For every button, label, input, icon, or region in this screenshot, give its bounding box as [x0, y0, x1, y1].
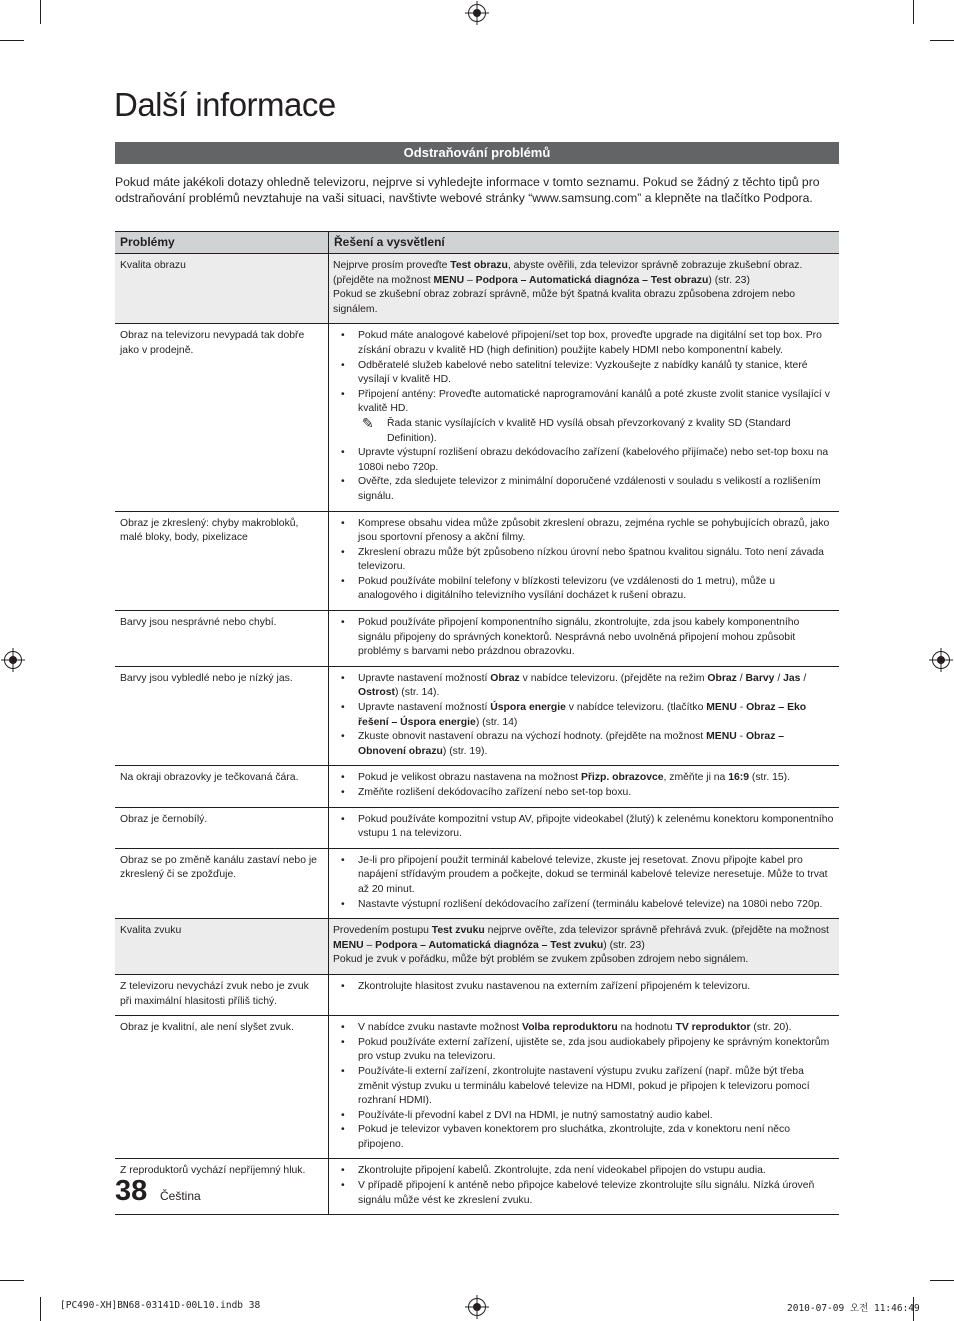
solution-cell: [329, 974, 840, 1015]
bold-text: MENU: [433, 274, 465, 286]
solution-list: [333, 854, 834, 912]
bold-text: Podpora – Automatická diagnóza – Test obrazu: [475, 274, 709, 286]
table-row: [115, 324, 839, 511]
text-run: Zkontrolujte hlasitost zvuku nastavenou na externím zařízení připojeném k televizoru.: [358, 980, 751, 992]
list-item: [333, 446, 834, 475]
text-run: Pokud používáte externí zařízení, ujistěte se, zda jsou audiokabely připojeny ke správným konektorům pro vstup zvuku na televizoru.: [358, 1036, 830, 1063]
list-item: [333, 1179, 834, 1208]
table-row: [115, 611, 839, 667]
bold-text: Obraz: [707, 672, 737, 684]
table-row: [115, 807, 839, 848]
table-row: [115, 919, 839, 975]
text-run: Pokud používáte připojení komponentního signálu, zkontrolujte, zda jsou kabely komponentního signálu připojeny do správných konektorů. Nesprávná nebo uvolněná připojení mohou způsobit problémy s barvami nebo prázdnou obrazovku.: [358, 617, 800, 658]
text-run: -: [736, 731, 746, 743]
solution-list: [333, 329, 834, 504]
text-run: Zkuste obnovit nastavení obrazu na výchozí hodnoty. (přejděte na možnost: [358, 731, 707, 743]
text-run: Je-li pro připojení použit terminál kabelové televize, zkuste jej resetovat. Znovu připojte kabel pro napájení střídavým proudem a počkejte, dokud se terminál kabelové televize neresetuje. Může to trvat až 20 minut.: [358, 854, 828, 895]
solution-list: [333, 1164, 834, 1208]
text-run: –: [363, 939, 376, 951]
text-run: (str. 20).: [750, 1022, 792, 1034]
table-body: [115, 254, 839, 1215]
text-run: Komprese obsahu videa může způsobit zkreslení obrazu, zejména rychle se pohybujících obrazů, jako jsou sportovní přenosy a akční filmy.: [358, 517, 830, 544]
text-run: Pokud používáte kompozitní vstup AV, připojte videokabel (žlutý) k zelenému konektoru komponentního vstupu 1 na televizoru.: [358, 813, 834, 840]
page-title: Další informace: [114, 86, 336, 123]
text-run: Upravte nastavení možností: [358, 702, 491, 714]
footer-date-info: 2010-07-09 오전 11:46:49: [787, 1303, 920, 1314]
table-row: [115, 974, 839, 1015]
text-run: ) (str. 19).: [442, 745, 488, 757]
problem-cell: Z reproduktorů vychází nepříjemný hluk.: [115, 1159, 329, 1215]
text-run: ) (str. 14): [475, 716, 518, 728]
bold-text: Test zvuku: [431, 925, 485, 937]
bold-text: MENU: [333, 939, 364, 951]
solution-cell: [329, 848, 840, 918]
problem-cell: Obraz je černobílý.: [115, 807, 329, 848]
text-run: Zkontrolujte připojení kabelů. Zkontrolujte, zda není videokabel připojen do vstupu audia.: [358, 1165, 766, 1177]
crop-mark: [0, 1280, 24, 1281]
text-run: ) (str. 14).: [394, 687, 440, 699]
table-row: [115, 766, 839, 807]
note-item: [333, 414, 834, 446]
text-run: Provedením postupu: [333, 925, 432, 937]
list-item: [333, 701, 834, 730]
text-run: ) (str. 23): [708, 274, 750, 286]
table-header-row: [115, 232, 839, 254]
list-item: [333, 546, 834, 575]
list-item: [333, 517, 834, 546]
list-item: [333, 329, 834, 358]
text-run: Nejprve prosím proveďte: [333, 260, 451, 271]
text-run: ) (str. 23): [603, 939, 645, 951]
bold-text: Obraz: [490, 672, 520, 684]
problem-cell: Obraz se po změně kanálu zastaví nebo je zkreslený či se zpožďuje.: [115, 848, 329, 918]
problem-cell: Kvalita obrazu: [115, 254, 329, 324]
list-item: [333, 1021, 834, 1036]
text-run: nejprve ověřte, zda televizor správně přehrává zvuk. (přejděte na možnost: [484, 925, 829, 937]
text-run: –: [464, 274, 476, 286]
page-number: 38: [115, 1175, 148, 1207]
list-item: [333, 813, 834, 842]
list-item: [333, 1123, 834, 1152]
text-run: Nastavte výstupní rozlišení dekódovacího zařízení (terminálu kabelové televize) na 1080i nebo 720p.: [358, 898, 823, 910]
bold-text: MENU: [706, 702, 737, 714]
text-run: /: [774, 672, 784, 684]
list-item: [333, 898, 834, 913]
crop-mark: [40, 0, 41, 24]
text-run: /: [736, 672, 746, 684]
solution-cell: [329, 324, 840, 511]
footer-file-info: [PC490-XH]BN68-03141D-00L10.indb 38: [60, 1300, 261, 1311]
solution-cell: [329, 919, 840, 975]
text-run: Pokud je velikost obrazu nastavena na možnost: [358, 772, 581, 784]
bold-text: Ostrost: [358, 687, 395, 699]
problem-cell: Kvalita zvuku: [115, 919, 329, 975]
text-run: /: [800, 672, 807, 684]
list-item: [333, 672, 834, 701]
bold-text: Obraz – Eko řešení – Úspora energie: [358, 702, 807, 728]
text-run: Změňte rozlišení dekódovacího zařízení nebo set-top boxu.: [358, 787, 632, 798]
crop-mark: [913, 0, 914, 24]
solution-cell: [329, 1016, 840, 1159]
text-run: Pokud je televizor vybaven konektorem pro sluchátka, zkontrolujte, zda v konektoru není něco připojeno.: [358, 1124, 791, 1150]
crop-mark: [0, 40, 24, 41]
note-text: Řada stanic vysílajících v kvalitě HD vysílá obsah převzorkovaný z kvality SD (Standard Definition).: [387, 417, 791, 444]
solution-list: [333, 813, 834, 842]
text-run: Používáte-li externí zařízení, zkontrolujte nastavení výstupu zvuku zařízení (např. může být třeba změnit výstup zvuku u terminálu kabelové televize na HDMI, pokud je připojen k televizoru pomocí rozhraní HDMI).: [358, 1065, 810, 1107]
table-row: [115, 848, 839, 918]
solution-paragraph: [333, 924, 834, 953]
solution-list: [333, 980, 834, 995]
solution-cell: [329, 511, 840, 611]
problem-cell: Barvy jsou nesprávné nebo chybí.: [115, 611, 329, 667]
text-run: v nabídce televizoru. (tlačítko: [565, 702, 707, 714]
text-run: , abyste ověřili, zda televizor správně zobrazuje zkušební obraz. (přejděte na možnost: [333, 260, 803, 286]
bold-text: 16:9: [728, 772, 750, 784]
solution-list: [333, 771, 834, 800]
solution-list: [333, 672, 834, 760]
text-run: -: [736, 702, 747, 714]
list-item: [333, 1109, 834, 1124]
note-pencil-icon: ✎: [362, 414, 374, 431]
bold-text: Jas: [783, 672, 801, 684]
problem-cell: Na okraji obrazovky je tečkovaná čára.: [115, 766, 329, 807]
text-run: Používáte-li převodní kabel z DVI na HDMI, je nutný samostatný audio kabel.: [358, 1109, 713, 1121]
solution-paragraph: [333, 288, 834, 317]
text-run: V nabídce zvuku nastavte možnost: [358, 1022, 523, 1034]
table-row: [115, 254, 839, 324]
bold-text: Barvy: [745, 672, 775, 684]
registration-mark-icon: [932, 651, 950, 669]
problem-cell: Z televizoru nevychází zvuk nebo je zvuk při maximální hlasitosti příliš tichý.: [115, 974, 329, 1015]
table-row: [115, 666, 839, 766]
column-header-solutions: Řešení a vysvětlení: [329, 232, 840, 254]
solution-list: [333, 1021, 834, 1152]
bold-text: Podpora – Automatická diagnóza – Test zvuku: [375, 939, 604, 951]
problem-cell: Barvy jsou vybledlé nebo je nízký jas.: [115, 666, 329, 766]
bold-text: Volba reproduktoru: [522, 1022, 618, 1034]
list-item: [333, 771, 834, 786]
list-item: [333, 1036, 834, 1065]
text-run: (str. 15).: [749, 772, 791, 784]
text-run: Odběratelé služeb kabelové nebo satelitní televize: Vyzkoušejte z nabídky kanálů ty stanice, které vysílají v kvalitě HD.: [358, 359, 808, 386]
table-row: [115, 1016, 839, 1159]
list-item: [333, 786, 834, 801]
text-run: , změňte ji na: [663, 772, 729, 784]
text-run: Pokud se zkušební obraz zobrazí správně, může být špatná kvalita obrazu způsobena zdrojem nebo signálem.: [333, 289, 796, 315]
bold-text: Úspora energie: [490, 702, 566, 714]
column-header-problems: Problémy: [115, 232, 329, 254]
list-item: [333, 475, 834, 504]
text-run: Pokud je zvuk v pořádku, může být problém se zvukem způsoben zdrojem nebo signálem.: [333, 954, 749, 966]
bold-text: MENU: [706, 731, 737, 743]
list-item: [333, 575, 834, 604]
list-item: [333, 1164, 834, 1179]
list-item: [333, 730, 834, 759]
page-language: Čeština: [160, 1189, 201, 1203]
problem-cell: Obraz na televizoru nevypadá tak dobře jako v prodejně.: [115, 324, 329, 511]
crop-mark: [930, 40, 954, 41]
problem-cell: Obraz je zkreslený: chyby makrobloků, malé bloky, body, pixelizace: [115, 511, 329, 611]
solution-cell: [329, 766, 840, 807]
problem-cell: Obraz je kvalitní, ale není slyšet zvuk.: [115, 1016, 329, 1159]
crop-mark: [930, 1280, 954, 1281]
section-header: Odstraňování problémů: [115, 142, 839, 164]
text-run: Připojení antény: Proveďte automatické naprogramování kanálů a poté zkuste zvolit stanice vysílající v kvalitě HD.: [358, 388, 830, 415]
text-run: Upravte nastavení možností: [358, 672, 491, 684]
intro-paragraph: Pokud máte jakékoli dotazy ohledně televizoru, nejprve si vyhledejte informace v tomto seznamu. Pokud se žádný z těchto tipů pro odstraňování problémů nevztahuje na vaši situaci, navštivte webové stránky “www.samsung.com” a klepněte na tlačítko Podpora.: [115, 175, 820, 205]
text-run: Zkreslení obrazu může být způsobeno nízkou úrovní nebo špatnou kvalitou signálu. Toto není závada televizoru.: [358, 546, 824, 573]
list-item: [333, 980, 834, 995]
bold-text: TV reproduktor: [675, 1022, 751, 1034]
bold-text: Test obrazu: [450, 260, 508, 271]
list-item: [333, 854, 834, 898]
solution-cell: [329, 611, 840, 667]
solution-list: [333, 616, 834, 660]
solution-paragraph: [333, 259, 834, 288]
solution-cell: [329, 666, 840, 766]
text-run: Upravte výstupní rozlišení obrazu dekódovacího zařízení (kabelového přijímače) nebo set-top boxu na 1080i nebo 720p.: [358, 447, 829, 473]
list-item: [333, 616, 834, 660]
list-item: [333, 359, 834, 388]
text-run: na hodnotu: [617, 1022, 676, 1034]
troubleshooting-table: [115, 231, 839, 1215]
text-run: Pokud používáte mobilní telefony v blízkosti televizoru (ve vzdálenosti do 1 metru), může u analogového i digitálního televizního vysílání docházet k rušení obrazu.: [358, 575, 775, 602]
table-row: [115, 511, 839, 611]
solution-paragraph: [333, 953, 834, 968]
text-run: Ověřte, zda sledujete televizor z minimální doporučené vzdálenosti v souladu s velikostí a rozlišením signálu.: [358, 476, 821, 502]
list-item: [333, 388, 834, 417]
solution-cell: [329, 807, 840, 848]
solution-list: [333, 517, 834, 605]
crop-mark: [40, 1297, 41, 1321]
solution-cell: [329, 1159, 840, 1215]
text-run: V případě připojení k anténě nebo připojce kabelové televize zkontrolujte sílu signálu. Nízká úroveň signálu může vést ke zkreslení zvuku.: [358, 1180, 815, 1206]
table-row: [115, 1159, 839, 1215]
bold-text: Obraz – Obnovení obrazu: [358, 731, 785, 757]
text-run: Pokud máte analogové kabelové připojení/set top box, proveďte upgrade na digitální set top box. Pro získání obrazu v kvalitě HD (high definition) použijte kabely HDMI nebo komponentní kabely.: [358, 330, 822, 356]
registration-mark-icon: [4, 651, 22, 669]
text-run: v nabídce televizoru. (přejděte na režim: [519, 672, 708, 684]
registration-mark-icon: [468, 1298, 486, 1316]
solution-cell: [329, 254, 840, 324]
list-item: [333, 1065, 834, 1109]
bold-text: Přizp. obrazovce: [580, 772, 664, 784]
registration-mark-icon: [468, 4, 486, 22]
